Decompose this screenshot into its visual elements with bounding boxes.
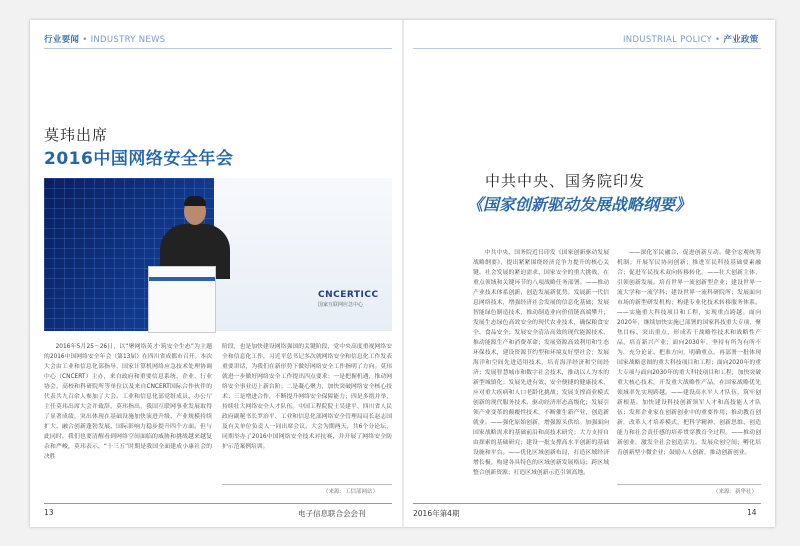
article-body-text: ——深化军民融合，促进创新互动。健全宏观统筹机制；开展军民协同创新；推进军民科技基础要素融合；促进军民技术双向转移转化。——壮大创新主体，引领创新发展。培育世界一流创新型企业；建设世界一流大学和一流学科；建设世界一流科研院所；发展面向市场的新型研发机构；构建专业化技术转移服务体系。——实施重大科技项目和工程，实现重点跨越。面向2020年，继续加快实施已部署的国家科技重大专项，聚焦目标、突出重点，形成若干战略性技术和战略性产品，培育新兴产业；面向2030年，坚持有所为有所不为，充分论证、把准方向，明确重点，再部署一批体现国家战略意图的重大科技项目和工程；面向2020年的重大专项与面向2030年的重大科技项目和工程，加快突破重大核心技术，开发重大战略性产品，在国家战略优先领域率先实现跨越。——建设高水平人才队伍，筑牢创新根基。加快建设科技创新领军人才和高技能人才队伍；发挥企业家在创新创业中的重要作用；推动教育创新，改革人才培养模式，把科学精神、创新思维、创造能力和社会责任感的培养贯穿教育全过程。——推动创新创业，激发全社会创造活力。发展众创空间；孵化培育创新型小微企业；鼓励人人创新，推动创新创业。 (617, 250, 761, 456)
article-title-line1: 莫玮出席 (44, 126, 109, 144)
footer-rule (44, 503, 392, 504)
section-header-industry-news (44, 33, 165, 45)
stage-backdrop (214, 178, 392, 331)
section-header-rule (44, 48, 392, 49)
source-rule (617, 484, 761, 485)
section-label-en: INDUSTRY NEWS (90, 35, 166, 45)
section-header-rule (413, 48, 761, 49)
section-label-en: INDUSTRIAL POLICY (623, 35, 713, 45)
section-header-industrial-policy (623, 33, 759, 45)
article-body-text: 中共中央、国务院近日印发《国家创新驱动发展战略纲要》，提出紧紧围绕经济竞争力提升的核心关键、社会发展的紧迫需求、国家安全的重大挑战，在重点领域和关键环节的八项战略任务部署。——推动产业技术体系创新，创造发展新优势。发展新一代信息网络技术，增强经济社会发展的信息化基础；发展智能绿色制造技术，推动制造业向价值链高端攀升；发展生态绿色高效安全的现代农业技术，确保粮食安全、食品安全；发展安全清洁高效的现代能源技术，推动能源生产和消费革命；发展资源高效利用和生态环保技术，建设资源节约型和环境友好型社会；发展海洋和空间先进适用技术，培育海洋经济和空间经济；发展智慧城市和数字社会技术，推动以人为本的新型城镇化；发展先进有效、安全便捷的健康技术，应对重大疾病和人口老龄化挑战；发展支撑商业模式创新的现代服务技术，驱动经济形态高级化；发展引领产业变革的颠覆性技术，不断催生新产业、创造新就业。——强化原始创新，增强源头供给。加强面向国家战略需求的基础前沿和高技术研究；大力支持自由探索的基础研究；建设一批支撑高水平创新的基础设施和平台。——优化区域创新布局，打造区域经济增长极。构建各具特色的区域创新发展格局；跨区域整合创新资源；打造区域创新示范引领高地。 (473, 250, 609, 476)
article-body-text: 阶段，也是加快建设网络强国的关键阶段，党中央高度重视网络安全和信息化工作，习近平总书记多次就网络安全和信息化工作发表重要讲话，为我们在新形势下做好网络安全工作指明了方向。莫玮就进一步做好网络安全工作提出四点要求：一是把握机遇，推动网络安全事业迈上新台阶；二是凝心聚力，加快突破网络安全核心技术；三是增进合作，不断提升网络安全保障能力；四是多措并举，持续壮大网络安全人才队伍。中国工程院院士吴建平、四川省人民政府副秘书长罗治平、工业和信息化部网络安全管理局局长赵志国及有关单位负责人一同出席会议。大会为期两天，共6个分论坛，同期举办了2016中国网络安全技术对抗赛，并开展了网络安全防护示范案例培训。 (222, 344, 392, 450)
footer-rule (413, 503, 761, 504)
article-column-1 (473, 248, 609, 476)
page-number: 14 (747, 508, 757, 517)
article-column-1 (44, 342, 212, 480)
article-column-2 (617, 248, 761, 456)
article-title-line2: 《国家创新驱动发展战略纲要》 (467, 195, 692, 214)
article-title-line2: 2016中国网络安全年会 (44, 149, 234, 169)
logo-text: CNCERTICC (318, 290, 379, 300)
page-number: 13 (44, 508, 54, 517)
article-title-line1: 中共中央、国务院印发 (485, 172, 646, 190)
left-page (30, 20, 403, 527)
article-column-2 (222, 342, 392, 480)
section-label-cn: 产业政策 (723, 35, 759, 45)
magazine-spread (30, 20, 775, 527)
article-source: （来源：新华社） (713, 489, 758, 495)
section-label-cn: 行业要闻 (44, 35, 80, 45)
right-page (403, 20, 775, 527)
section-separator: • (715, 35, 721, 45)
speaker-hair (184, 196, 206, 206)
source-rule (222, 484, 392, 485)
section-separator: • (82, 35, 88, 45)
podium (148, 266, 216, 333)
magazine-name: 电子信息联合会会刊 (298, 509, 366, 518)
logo-subtext: 国家互联网应急中心 (318, 302, 364, 308)
article-source: （来源：工信部网站） (323, 489, 379, 495)
conference-photo (44, 178, 392, 331)
issue-number: 2016年第4期 (413, 509, 460, 518)
cncert-logo (318, 290, 379, 308)
article-body-text: 2016年5月25－26日，以“聚网络英才·筑安全生态”为主题的2016中国网络安全年会（第13届）在四川省成都市召开。本次大会由工业和信息化部指导，国家计算机网络应急技术处理协调中心（CNCERT）主办，来自政府和重要信息系统、企业、行业协会、高校和科研院所等单位以及来自CNCERT国际合作伙伴的代表共九百余人参加了大会。工业和信息化部党组成员、办公厅主任莫玮出席大会并致辞。莫玮指出，我国互联网事业发展取得了显著成绩，突出体现在基础设施加快演进升级、产业规模持续扩大、融合创新蓬勃发展、国际影响力稳步提升四个方面。但与此同时，我们也要清醒看到网络空间面临的威胁和挑战越来越复杂和严峻，莫玮表示，“十三五”时期是我国全面建成小康社会的决胜 (44, 344, 212, 460)
